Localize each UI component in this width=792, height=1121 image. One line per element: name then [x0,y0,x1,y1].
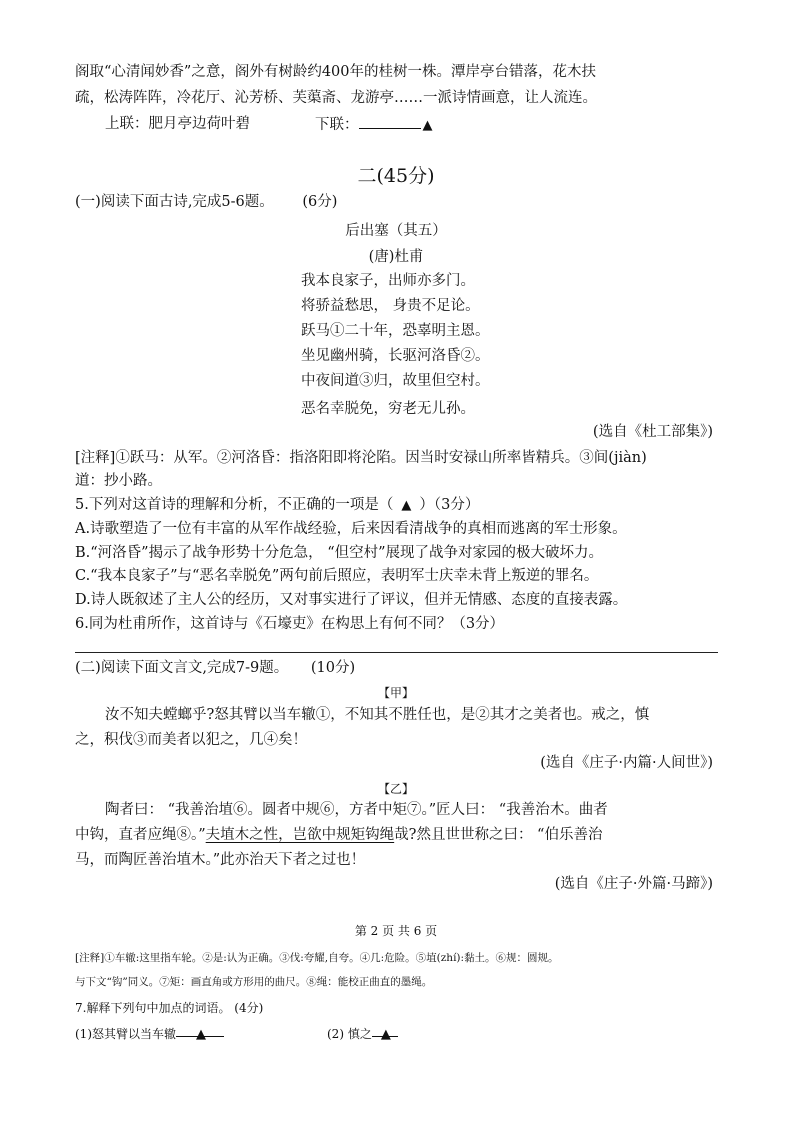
question-5-text: 5.下列对这首诗的理解和分析，不正确的一项是（ [75,497,394,513]
question-5-score: ）（3分） [419,497,480,513]
question-7-item-1 [75,1024,224,1044]
passage-yi-text: 哉?然且世世称之曰： “伯乐善治 [394,827,603,843]
passage-notes-line-2: 与下文“钩”同义。⑦矩：画直角或方形用的曲尺。⑧绳：能校正曲直的墨绳。 [75,976,433,988]
passage-jia-source: (选自《庄子·内篇·人间世》) [540,755,713,771]
couplet-upper: 上联：肥月亭边荷叶碧 [105,116,250,132]
answer-triangle-icon: ▲ [422,118,433,133]
passage-yi-label: 【乙】 [377,782,414,796]
answer-triangle-icon: ▲ [401,498,412,513]
poem-line: 中夜间道③归，故里但空村。 [301,373,490,389]
poem-line: 恶名幸脱免，穷老无儿孙。 [301,401,475,417]
couplet-lower [315,114,433,136]
part2-score: (10分) [310,660,356,676]
underlined-sentence: 夫埴木之性，岂欲中规矩钩绳 [205,827,395,843]
passage-yi-source: (选自《庄子·外篇·马蹄》) [554,876,713,892]
answer-triangle-icon: ▲ [196,1027,206,1042]
option-a: A.诗歌塑造了一位有丰富的从军作战经验，后来因看清战争的真相而逃离的军士形象。 [75,521,627,537]
part1-intro-text: (一)阅读下面古诗,完成5-6题。 [75,194,274,210]
passage-yi-line-2 [75,825,602,845]
couplet-lower-label: 下联： [315,117,359,133]
section-heading: 二(45分) [357,165,435,187]
passage-yi-line-1: 陶者曰： “我善治埴⑥。圆者中规⑥，方者中矩⑦。”匠人曰： “我善治木。曲者 [105,802,608,818]
section-divider [75,652,718,653]
answer-blank[interactable] [372,1024,398,1042]
answer-blank[interactable] [176,1024,224,1042]
poem-line: 坐见幽州骑，长驱河洛昏②。 [301,348,490,364]
poem-notes-line-1: [注释]①跃马：从军。②河洛昏：指洛阳即将沦陷。因当时安禄山所率皆精兵。③间(jiàn) [75,450,647,466]
poem-title: 后出塞（其五） [345,223,447,239]
intro-line-2: 疏，松涛阵阵，冷花厅、沁芳桥、芙蕖斋、龙游亭……一派诗情画意，让人流连。 [75,90,597,106]
question-7-item-2-text: (2) 慎之 [327,1027,372,1041]
passage-yi-text: 中钩，直者应绳⑧。” [75,827,206,843]
part2-intro-text: (二)阅读下面文言文,完成7-9题。 [75,660,289,676]
question-7-item-1-text: (1)怒其臂以当车辙 [75,1027,176,1041]
option-c: C.“我本良家子”与“恶名幸脱免”两句前后照应，表明军士庆幸未背上叛逆的罪名。 [75,568,599,584]
passage-jia-label: 【甲】 [377,686,414,700]
intro-line-1: 阁取“心清闻妙香”之意，阁外有树龄约400年的桂树一株。潭岸亭台错落，花木扶 [75,64,596,80]
part2-intro [75,658,355,678]
passage-notes-line-1: [注释]①车辙:这里指车轮。②是:认为正确。③伐:夸耀,自夸。④几:危险。⑤埴(zhí):黏土。⑥规：圆规。 [75,952,559,964]
passage-jia-line-2: 之，积伐③而美者以犯之，几④矣！ [75,732,307,748]
part1-intro [75,192,337,212]
option-d: D.诗人既叙述了主人公的经历，又对事实进行了评议，但并无情感、态度的直接表露。 [75,592,628,608]
poem-notes-line-2: 道：抄小路。 [75,473,162,489]
poem-line: 跃马①二十年，恐辜明主恩。 [301,323,490,339]
question-5 [75,495,479,516]
passage-jia-line-1: 汝不知夫螳螂乎?怒其臂以当车辙①，不知其不胜任也，是②其才之美者也。戒之，慎 [105,707,650,723]
answer-triangle-icon: ▲ [380,1027,391,1042]
passage-yi-line-3: 马，而陶匠善治埴木。”此亦治天下者之过也！ [75,852,366,868]
question-7: 7.解释下列句中加点的词语。 (4分) [75,1001,264,1015]
poem-author: (唐)杜甫 [368,249,424,265]
answer-blank[interactable] [359,114,421,129]
question-7-item-2 [327,1024,398,1044]
poem-line: 将骄益愁思， 身贵不足论。 [301,298,480,314]
question-6: 6.同为杜甫所作，这首诗与《石壕吏》在构思上有何不同？（3分） [75,616,505,632]
poem-line: 我本良家子，出师亦多门。 [301,273,475,289]
option-b: B.“河洛昏”揭示了战争形势十分危急， “但空村”展现了战争对家园的极大破坏力。 [75,545,604,561]
part1-score: (6分) [302,194,338,210]
poem-source: (选自《杜工部集》) [592,424,713,440]
page-footer: 第 2 页 共 6 页 [354,924,438,938]
